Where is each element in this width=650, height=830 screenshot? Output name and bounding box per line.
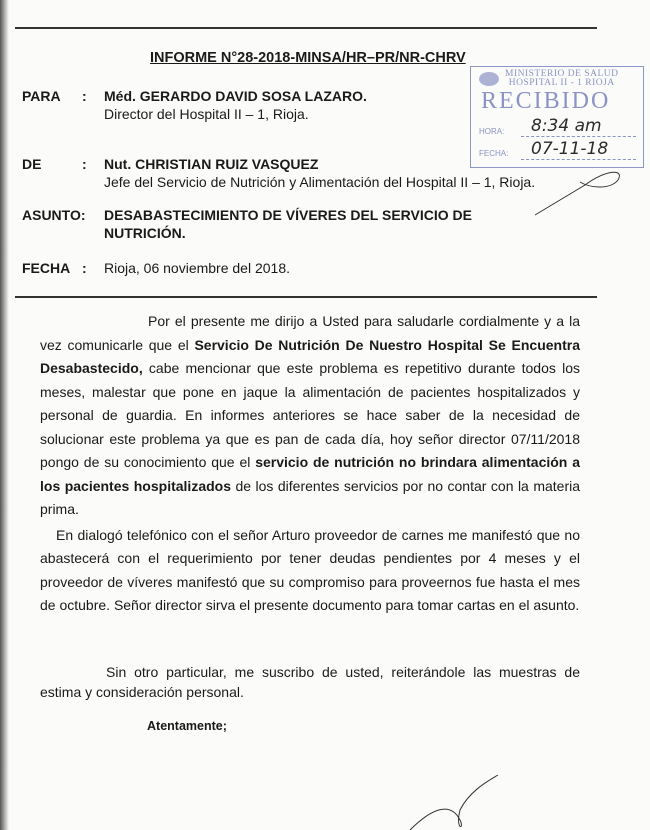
de-colon: : [82, 156, 87, 172]
asunto-label: ASUNTO: [22, 207, 86, 223]
fecha-label: FECHA [22, 260, 71, 276]
para-label: PARA [22, 88, 61, 104]
received-stamp [470, 66, 644, 168]
closing: Atentamente; [147, 718, 227, 733]
paragraph-1 [40, 310, 580, 522]
header-rule [15, 296, 597, 298]
stamp-received: RECIBIDO [481, 88, 611, 114]
de-role: Jefe del Servicio de Nutrición y Alimentación del Hospital II – 1, Rioja. [104, 174, 536, 190]
fecha-value: Rioja, 06 noviembre del 2018. [104, 260, 291, 276]
stamp-org [505, 70, 618, 88]
para-colon: : [82, 88, 87, 104]
p1-text-c: cabe mencionar que este problema es repetitivo durante todos los meses, malestar que pone en jaque la alimentación de pacientes hospitalizados y personal de guardia. En informes anteriores se hace saber de la necesidad de solucionar este problema ya que es pan de cada día, hoy señor director 07/11/2018 pongo de su conocimiento que el [40, 360, 580, 470]
asunto-line1: DESABASTECIMIENTO DE VÍVERES DEL SERVICIO DE [104, 207, 472, 223]
document-title: INFORME N°28-2018-MINSA/HR–PR/NR-CHRV [150, 50, 466, 66]
p1-bold-d: servicio de nutrición no brindara alimentación a los pacientes hospitalizados [40, 454, 580, 494]
stamp-hora-line [521, 136, 636, 137]
stamp-hora-label: HORA: [479, 127, 505, 136]
para-name: Méd. GERARDO DAVID SOSA LAZARO. [104, 88, 367, 104]
p1-text-e: de los diferentes servicios por no contar con la materia prima. [40, 477, 581, 517]
para-role: Director del Hospital II – 1, Rioja. [104, 106, 309, 122]
de-name: Nut. CHRISTIAN RUIZ VASQUEZ [104, 156, 319, 172]
scan-edge [0, 0, 9, 830]
stamp-fecha-label: FECHA: [479, 149, 509, 158]
asunto-line2: NUTRICIÓN. [104, 225, 186, 241]
paragraph-2: En dialogó telefónico con el señor Arturo proveedor de carnes me manifestó que no abastecerá con el requerimiento por tener deudas pendientes por 4 meses y el proveedor de víveres manifestó que su compromiso para proveernos fue hasta el mes de octubre. Señor director sirva el presente documento para tomar cartas en el asunto. [40, 526, 580, 613]
stamp-fecha-handwritten: 07-11-18 [531, 139, 609, 159]
p1-bold-b: Servicio De Nutrición De Nuestro Hospital Se Encuentra Desabastecido, [40, 336, 580, 376]
fecha-colon: : [82, 260, 87, 276]
stamp-hora-handwritten: 8:34 am [531, 116, 602, 136]
body-text [40, 310, 580, 734]
stamp-org-line1: MINISTERIO DE SALUD [505, 69, 619, 79]
stamp-signature-scribble [530, 160, 630, 220]
top-rule [15, 27, 597, 29]
de-label: DE [22, 156, 42, 172]
paragraph-3: Sin otro particular, me suscribo de usted, reiterándole las muestras de estima y consideración personal. [40, 663, 580, 700]
ministry-logo-icon [479, 72, 499, 86]
stamp-org-line2: HOSPITAL II - 1 RIOJA [508, 78, 615, 88]
signature [390, 775, 510, 830]
p1-text-a: Por el presente me dirijo a Usted para saludarle cordialmente y a la vez comunicarle que el [40, 313, 580, 353]
